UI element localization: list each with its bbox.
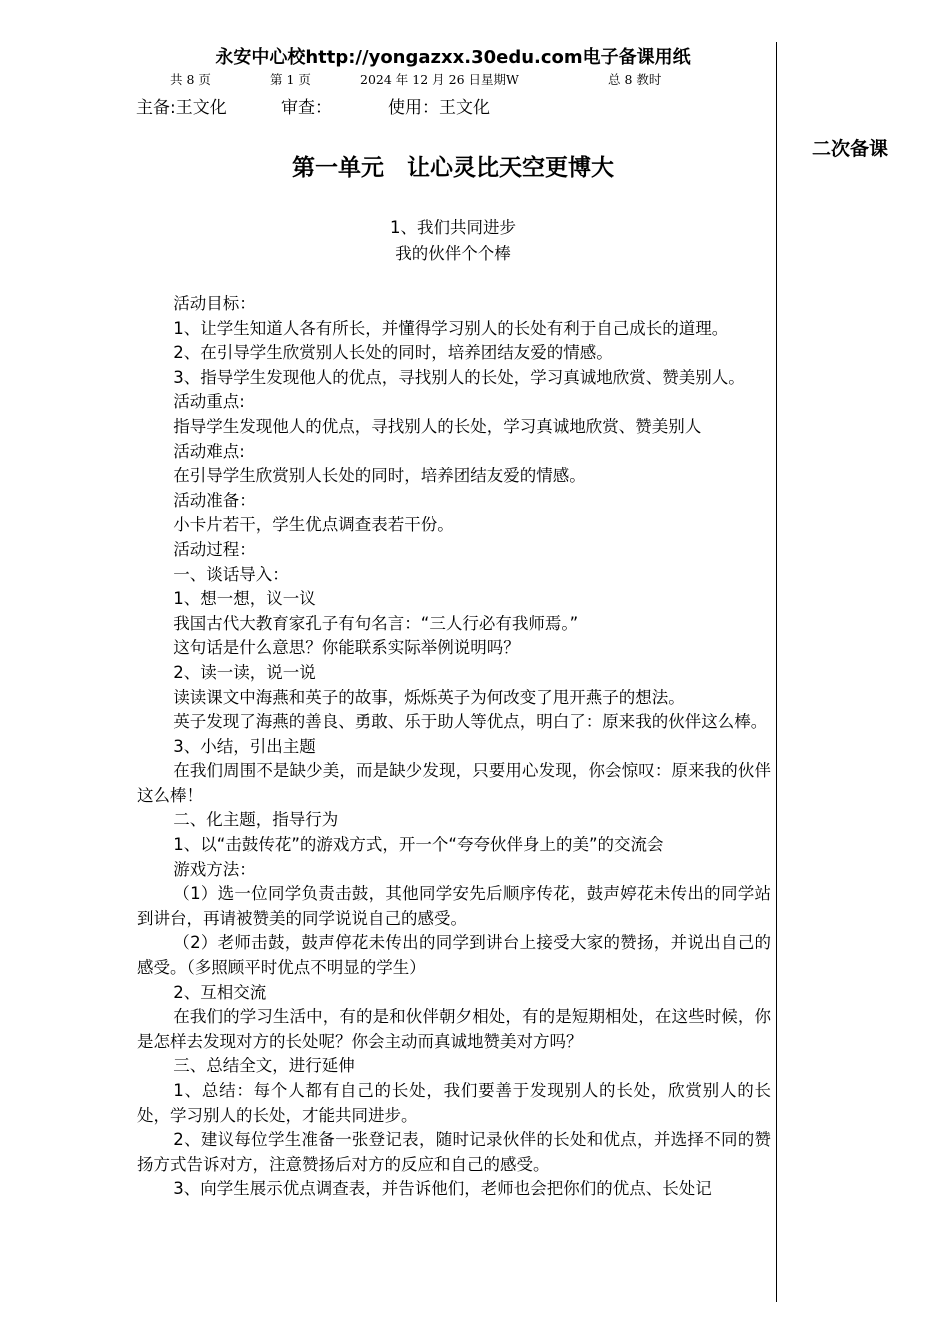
reviewer: 审查：: [281, 98, 332, 118]
paragraph: 2、互相交流: [173, 982, 267, 1002]
lesson-body: [137, 292, 771, 1202]
current-page: 第 1 页: [270, 72, 311, 87]
paragraph: 1、想一想，议一议: [173, 589, 316, 609]
paragraph: 1、让学生知道人各有所长，并懂得学习别人的长处有利于自己成长的道理。: [173, 318, 729, 338]
paragraph: 在我们的学习生活中，有的是和伙伴朝夕相处，有的是短期相处，在这些时候，你是怎样去发现对方的长处呢？你会主动而真诚地赞美对方吗？: [137, 1007, 771, 1051]
paragraph: 三、总结全文，进行延伸: [173, 1056, 355, 1076]
paragraph: （2）老师击鼓，鼓声停花未传出的同学到讲台上接受大家的赞扬，并说出自己的感受。（多照顾平时优点不明显的学生）: [137, 933, 771, 978]
paragraph: 二、化主题，指导行为: [173, 810, 339, 830]
paragraph: （1）选一位同学负责击鼓，其他同学安先后顺序传花，鼓声婷花未传出的同学站到讲台，再请被赞美的同学说说自己的感受。: [137, 884, 771, 928]
paragraph: 一、谈话导入：: [173, 564, 289, 584]
user: 使用：王文化: [388, 98, 490, 118]
unit-title: 第一单元 让心灵比天空更博大: [292, 155, 614, 181]
paragraph: 读读课文中海燕和英子的故事，烁烁英子为何改变了甩开燕子的想法。: [173, 687, 685, 707]
paragraph: 3、指导学生发现他人的优点，寻找别人的长处，学习真诚地欣赏、赞美别人。: [173, 367, 745, 387]
paragraph: 2、建议每位学生准备一张登记表，随时记录伙伴的长处和优点，并选择不同的赞扬方式告诉对方，注意赞扬后对方的反应和自己的感受。: [137, 1130, 771, 1174]
paragraph: 3、小结，引出主题: [173, 736, 316, 756]
paragraph: 活动难点:: [173, 441, 245, 461]
paragraph: 1、总结：每个人都有自己的长处，我们要善于发现别人的长处，欣赏别人的长处，学习别人的长处，才能共同进步。: [137, 1081, 771, 1125]
paragraph: 指导学生发现他人的优点，寻找别人的长处，学习真诚地欣赏、赞美别人: [173, 416, 702, 436]
school-header-title: 永安中心校http://yongazxx.30edu.com电子备课用纸: [215, 47, 691, 68]
lesson-date: 2024 年 12 月 26 日星期W: [360, 72, 519, 87]
paragraph: 3、向学生展示优点调查表，并告诉他们，老师也会把你们的优点、长处记: [173, 1179, 712, 1199]
paragraph: 2、读一读，说一说: [173, 662, 316, 682]
total-pages: 共 8 页: [170, 72, 211, 87]
second-prep-label: 二次备课: [812, 138, 889, 160]
paragraph: 活动过程：: [173, 539, 256, 559]
paragraph: 2、在引导学生欣赏别人长处的同时，培养团结友爱的情感。: [173, 343, 613, 363]
paragraph: 我国古代大教育家孔子有句名言：“三人行必有我师焉。”: [173, 613, 579, 633]
paragraph: 英子发现了海燕的善良、勇敢、乐于助人等优点，明白了：原来我的伙伴这么棒。: [173, 712, 768, 732]
paragraph: 小卡片若干，学生优点调查表若干份。: [173, 515, 454, 535]
paragraph: 游戏方法：: [173, 859, 256, 879]
paragraph: 活动目标：: [173, 294, 256, 313]
lesson-title: 1、我们共同进步: [390, 218, 516, 237]
paragraph: 1、以“击鼓传花”的游戏方式，开一个“夸夸伙伴身上的美”的交流会: [173, 835, 664, 855]
paragraph: 活动准备：: [173, 490, 256, 510]
paragraph: 这句话是什么意思？你能联系实际举例说明吗？: [173, 638, 520, 658]
paragraph: 活动重点:: [173, 392, 245, 412]
paragraph: 在引导学生欣赏别人长处的同时，培养团结友爱的情感。: [173, 466, 586, 486]
paragraph: 在我们周围不是缺少美，而是缺少发现，只要用心发现，你会惊叹：原来我的伙伴这么棒！: [137, 761, 771, 805]
lesson-subtitle: 我的伙伴个个棒: [395, 244, 511, 263]
total-periods: 总 8 教时: [608, 72, 662, 87]
column-divider: [776, 42, 777, 1302]
preparer: 主备:王文化: [136, 98, 227, 118]
